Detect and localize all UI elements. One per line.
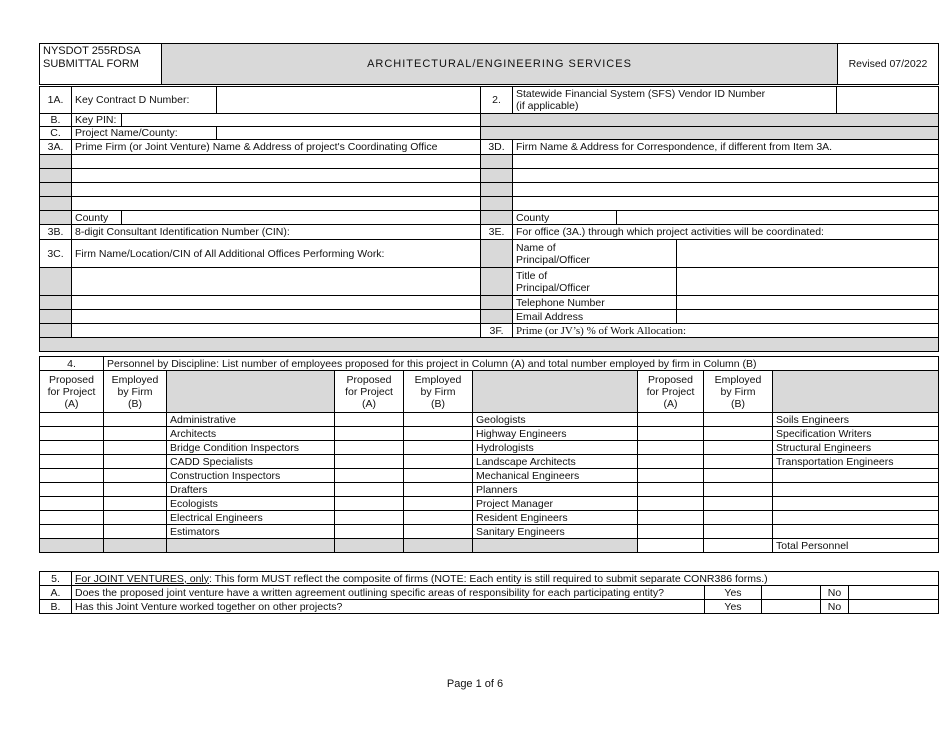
shaded-cell	[481, 114, 939, 127]
corr-address-line[interactable]	[513, 183, 939, 197]
employed-count-field[interactable]	[704, 427, 773, 441]
col-b-header	[404, 371, 473, 413]
county-left-label: County	[72, 211, 122, 225]
discipline-label: Landscape Architects	[473, 455, 638, 469]
item-4-number: 4.	[40, 357, 104, 371]
title-principal-field[interactable]	[677, 268, 939, 296]
discipline-label: Bridge Condition Inspectors	[167, 441, 335, 455]
col-b-header	[704, 371, 773, 413]
prime-address-line[interactable]	[72, 155, 481, 169]
employed-count-field[interactable]	[404, 483, 473, 497]
col-a-line2: for Project	[345, 385, 393, 398]
sfs-line2: (if applicable)	[516, 100, 579, 112]
discipline-label: Architects	[167, 427, 335, 441]
shaded-cell	[40, 197, 72, 211]
total-personnel-label: Total Personnel	[773, 539, 939, 553]
shaded-cell	[481, 268, 513, 296]
no-a-field[interactable]	[849, 586, 939, 600]
no-b-field[interactable]	[849, 600, 939, 614]
key-contract-field[interactable]	[217, 87, 481, 114]
employed-count-field[interactable]	[104, 511, 167, 525]
col-a-line2: for Project	[47, 385, 96, 398]
employed-count-field[interactable]	[704, 525, 773, 539]
firm-correspondence-label: Firm Name & Address for Correspondence, if different from Item 3A.	[513, 140, 939, 155]
title-principal-line1: Title of	[516, 269, 548, 282]
employed-count-field[interactable]	[404, 413, 473, 427]
col-a-line3: (A)	[64, 397, 79, 410]
discipline-label: Project Manager	[473, 497, 638, 511]
discipline-row	[40, 539, 939, 553]
proposed-count-field[interactable]	[335, 511, 404, 525]
col-b-line2: by Firm	[117, 385, 153, 398]
employed-count-field[interactable]	[104, 483, 167, 497]
corr-address-line[interactable]	[513, 169, 939, 183]
jv-rest: : This form MUST reflect the composite of firms (NOTE: Each entity is still required to submit separate CONR386 forms.)	[209, 572, 768, 585]
additional-offices-label: Firm Name/Location/CIN of All Additional Offices Performing Work:	[72, 240, 481, 268]
proposed-count-field	[40, 539, 104, 553]
item-5-number: 5.	[40, 572, 72, 586]
item-c-number: C.	[40, 127, 72, 140]
proposed-count-field[interactable]	[40, 469, 104, 483]
col-b-line2: by Firm	[720, 385, 756, 398]
proposed-count-field[interactable]	[40, 413, 104, 427]
corr-address-line[interactable]	[513, 197, 939, 211]
col-a-line3: (A)	[663, 397, 678, 410]
discipline-rows	[40, 413, 939, 553]
discipline-row	[40, 413, 939, 427]
name-principal-line1: Name of	[516, 241, 556, 254]
discipline-row	[40, 455, 939, 469]
sfs-line1: Statewide Financial System (SFS) Vendor ID Number	[516, 88, 766, 100]
col-b-line3: (B)	[731, 397, 745, 410]
proposed-count-field[interactable]	[638, 455, 704, 469]
empty-discipline-cell	[773, 497, 939, 511]
discipline-label: CADD Specialists	[167, 455, 335, 469]
proposed-count-field[interactable]	[638, 427, 704, 441]
col-a-line1: Proposed	[346, 373, 392, 386]
discipline-row	[40, 511, 939, 525]
item-3f-number: 3F.	[481, 324, 513, 338]
revised-date: Revised 07/2022	[838, 44, 939, 85]
proposed-count-field[interactable]	[40, 483, 104, 497]
discipline-label: Geologists	[473, 413, 638, 427]
email-field[interactable]	[677, 310, 939, 324]
additional-office-line[interactable]	[72, 310, 481, 324]
discipline-label: Electrical Engineers	[167, 511, 335, 525]
county-right-field[interactable]	[617, 211, 939, 225]
jv-underlined: For JOINT VENTURES, only	[75, 572, 209, 585]
item-1a-number: 1A.	[40, 87, 72, 114]
shaded-cell	[481, 296, 513, 310]
proposed-count-field[interactable]	[40, 427, 104, 441]
empty-discipline-cell	[773, 511, 939, 525]
empty-discipline-cell	[167, 539, 335, 553]
sfs-vendor-label	[513, 87, 837, 114]
discipline-label: Specification Writers	[773, 427, 939, 441]
shaded-cell	[40, 310, 72, 324]
col-a-line2: for Project	[646, 385, 695, 398]
section-4	[39, 356, 939, 553]
jv-heading	[72, 572, 939, 586]
shaded-cell	[481, 211, 513, 225]
county-left-field[interactable]	[122, 211, 481, 225]
employed-count-field[interactable]	[704, 511, 773, 525]
prime-address-line[interactable]	[72, 169, 481, 183]
employed-count-field[interactable]	[704, 497, 773, 511]
proposed-count-field[interactable]	[335, 525, 404, 539]
shaded-cell	[40, 183, 72, 197]
discipline-row	[40, 483, 939, 497]
discipline-label: Transportation Engineers	[773, 455, 939, 469]
yes-b-field[interactable]	[762, 600, 821, 614]
shaded-cell	[481, 155, 513, 169]
proposed-count-field[interactable]	[40, 511, 104, 525]
item-3b-number: 3B.	[40, 225, 72, 240]
discipline-label: Ecologists	[167, 497, 335, 511]
additional-office-line[interactable]	[72, 268, 481, 296]
discipline-label: Sanitary Engineers	[473, 525, 638, 539]
discipline-row	[40, 441, 939, 455]
shaded-cell	[481, 197, 513, 211]
project-name-field[interactable]	[217, 127, 481, 140]
question-b: Has this Joint Venture worked together on other projects?	[72, 600, 705, 614]
employed-count-field[interactable]	[104, 441, 167, 455]
discipline-row	[40, 469, 939, 483]
project-name-label: Project Name/County:	[72, 127, 217, 140]
item-3c-number: 3C.	[40, 240, 72, 268]
shaded-cell	[40, 155, 72, 169]
no-label: No	[821, 600, 849, 614]
col-b-line1: Employed	[414, 373, 462, 386]
empty-discipline-cell	[773, 525, 939, 539]
col-b-line1: Employed	[714, 373, 762, 386]
name-principal-field[interactable]	[677, 240, 939, 268]
col-a-header	[335, 371, 404, 413]
form-id-line1: NYSDOT 255RDSA	[43, 45, 141, 57]
form-id-line2: SUBMITTAL FORM	[43, 58, 139, 70]
employed-count-field[interactable]	[704, 483, 773, 497]
employed-count-field[interactable]	[104, 455, 167, 469]
proposed-count-field[interactable]	[335, 455, 404, 469]
col-b-line3: (B)	[128, 397, 142, 410]
col-a-header	[638, 371, 704, 413]
no-label: No	[821, 586, 849, 600]
item-3e-number: 3E.	[481, 225, 513, 240]
discipline-label: Structural Engineers	[773, 441, 939, 455]
proposed-count-field[interactable]	[335, 469, 404, 483]
employed-count-field[interactable]	[704, 413, 773, 427]
discipline-label: Administrative	[167, 413, 335, 427]
additional-office-line[interactable]	[72, 324, 481, 338]
shaded-cell	[40, 268, 72, 296]
proposed-count-field[interactable]	[638, 469, 704, 483]
name-principal-line2: Principal/Officer	[516, 253, 590, 266]
discipline-row	[40, 497, 939, 511]
proposed-count-field[interactable]	[638, 525, 704, 539]
proposed-count-field[interactable]	[638, 483, 704, 497]
discipline-row	[40, 525, 939, 539]
employed-count-field[interactable]	[704, 539, 773, 553]
prime-firm-label: Prime Firm (or Joint Venture) Name & Address of project's Coordinating Office	[72, 140, 481, 155]
employed-count-field[interactable]	[104, 427, 167, 441]
proposed-count-field	[335, 539, 404, 553]
shaded-cell	[40, 296, 72, 310]
sfs-vendor-field[interactable]	[837, 87, 939, 114]
proposed-count-field[interactable]	[40, 525, 104, 539]
question-a: Does the proposed joint venture have a written agreement outlining specific areas of responsibility for each participating entity?	[72, 586, 705, 600]
shaded-cell	[773, 371, 939, 413]
discipline-label: Highway Engineers	[473, 427, 638, 441]
employed-count-field	[104, 539, 167, 553]
email-label: Email Address	[513, 310, 677, 324]
shaded-cell	[481, 310, 513, 324]
corr-address-line[interactable]	[513, 155, 939, 169]
proposed-count-field[interactable]	[638, 413, 704, 427]
telephone-label: Telephone Number	[513, 296, 677, 310]
shaded-cell	[481, 183, 513, 197]
shaded-cell	[481, 240, 513, 268]
col-a-line1: Proposed	[49, 373, 94, 386]
proposed-count-field[interactable]	[335, 483, 404, 497]
proposed-count-field[interactable]	[638, 511, 704, 525]
page-number: Page 1 of 6	[446, 678, 504, 690]
employed-count-field[interactable]	[704, 441, 773, 455]
discipline-label: Construction Inspectors	[167, 469, 335, 483]
proposed-count-field[interactable]	[40, 455, 104, 469]
discipline-label: Planners	[473, 483, 638, 497]
section-1-3	[39, 86, 939, 352]
proposed-count-field[interactable]	[638, 441, 704, 455]
employed-count-field[interactable]	[104, 497, 167, 511]
shaded-cell	[481, 169, 513, 183]
col-b-header	[104, 371, 167, 413]
key-contract-label: Key Contract D Number:	[72, 87, 217, 114]
key-pin-field[interactable]	[122, 114, 481, 127]
col-b-line3: (B)	[431, 397, 445, 410]
item-b-number: B.	[40, 114, 72, 127]
item-3d-number: 3D.	[481, 140, 513, 155]
form-header	[39, 43, 939, 85]
yes-label: Yes	[705, 600, 762, 614]
empty-discipline-cell	[773, 483, 939, 497]
proposed-count-field[interactable]	[335, 441, 404, 455]
shaded-cell	[40, 324, 72, 338]
proposed-count-field[interactable]	[638, 497, 704, 511]
office-coordination-label: For office (3A.) through which project activities will be coordinated:	[513, 225, 939, 240]
employed-count-field[interactable]	[404, 511, 473, 525]
yes-a-field[interactable]	[762, 586, 821, 600]
item-3a-number: 3A.	[40, 140, 72, 155]
proposed-count-field[interactable]	[335, 427, 404, 441]
shaded-cell	[40, 169, 72, 183]
proposed-count-field[interactable]	[335, 497, 404, 511]
personnel-heading: Personnel by Discipline: List number of employees proposed for this project in Column (A) and total number employed by firm in Column (B)	[104, 357, 939, 371]
employed-count-field[interactable]	[404, 455, 473, 469]
col-a-line1: Proposed	[648, 373, 693, 386]
item-5b-number: B.	[40, 600, 72, 614]
discipline-label: Drafters	[167, 483, 335, 497]
employed-count-field[interactable]	[404, 469, 473, 483]
shaded-cell	[40, 211, 72, 225]
shaded-cell	[167, 371, 335, 413]
employed-count-field[interactable]	[404, 497, 473, 511]
employed-count-field[interactable]	[404, 427, 473, 441]
employed-count-field[interactable]	[404, 441, 473, 455]
col-b-line2: by Firm	[420, 385, 456, 398]
county-right-label: County	[513, 211, 617, 225]
proposed-count-field[interactable]	[40, 497, 104, 511]
item-5a-number: A.	[40, 586, 72, 600]
col-a-line3: (A)	[362, 397, 376, 410]
discipline-label: Resident Engineers	[473, 511, 638, 525]
prime-address-line[interactable]	[72, 183, 481, 197]
employed-count-field	[404, 539, 473, 553]
proposed-count-field[interactable]	[335, 413, 404, 427]
section-5	[39, 571, 939, 614]
prime-address-line[interactable]	[72, 197, 481, 211]
employed-count-field[interactable]	[704, 469, 773, 483]
employed-count-field[interactable]	[404, 525, 473, 539]
discipline-row	[40, 427, 939, 441]
telephone-field[interactable]	[677, 296, 939, 310]
additional-office-line[interactable]	[72, 296, 481, 310]
shaded-cell	[473, 371, 638, 413]
discipline-label: Hydrologists	[473, 441, 638, 455]
title-principal-label	[513, 268, 677, 296]
shaded-cell	[481, 127, 939, 140]
discipline-label: Soils Engineers	[773, 413, 939, 427]
col-b-line1: Employed	[111, 373, 159, 386]
work-allocation-label: Prime (or JV’s) % of Work Allocation:	[513, 324, 939, 338]
employed-count-field[interactable]	[704, 455, 773, 469]
employed-count-field[interactable]	[104, 469, 167, 483]
form-title: ARCHITECTURAL/ENGINEERING SERVICES	[162, 44, 838, 85]
cin-label: 8-digit Consultant Identification Number (CIN):	[72, 225, 481, 240]
shaded-divider	[40, 338, 939, 352]
name-principal-label	[513, 240, 677, 268]
item-2-number: 2.	[481, 87, 513, 114]
proposed-count-field[interactable]	[638, 539, 704, 553]
empty-discipline-cell	[773, 469, 939, 483]
form-id	[40, 44, 162, 85]
key-pin-label: Key PIN:	[72, 114, 122, 127]
employed-count-field[interactable]	[104, 525, 167, 539]
yes-label: Yes	[705, 586, 762, 600]
empty-discipline-cell	[473, 539, 638, 553]
col-a-header	[40, 371, 104, 413]
discipline-label: Mechanical Engineers	[473, 469, 638, 483]
proposed-count-field[interactable]	[40, 441, 104, 455]
employed-count-field[interactable]	[104, 413, 167, 427]
discipline-label: Estimators	[167, 525, 335, 539]
title-principal-line2: Principal/Officer	[516, 281, 590, 294]
